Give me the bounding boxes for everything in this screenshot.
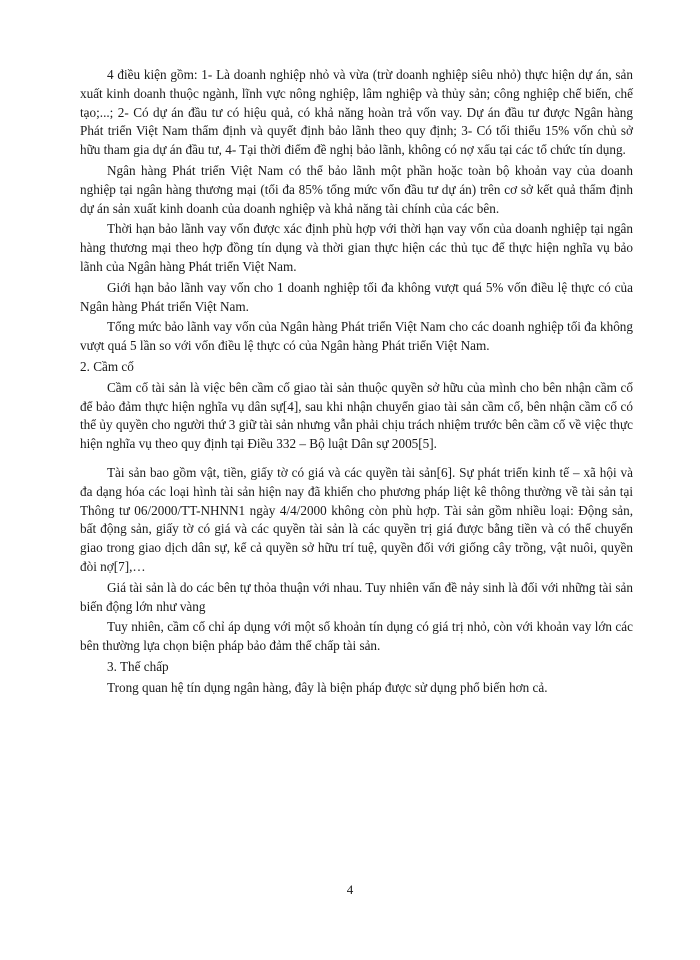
paragraph-guarantee-conditions: 4 điều kiện gồm: 1- Là doanh nghiệp nhỏ và vừa (trừ doanh nghiệp siêu nhỏ) thực hiện dự án, sản xuất kinh doanh thuộc ngành, lĩnh vực nông nghiệp, lâm nghiệp và thủy sản; công nghiệp chế biến, chế tạo;...; 2- Có dự án đầu tư có hiệu quả, có khả năng hoàn trả vốn vay. Dự án đầu tư được Ngân hàng Phát triển Việt Nam thẩm định và quyết định bảo lãnh theo quy định; 3- Có tối thiểu 15% vốn chủ sở hữu tham gia dự án đầu tư, 4- Tại thời điểm đề nghị bảo lãnh, không có nợ xấu tại các tổ chức tín dụng. xyxy=(80,67,633,158)
paragraph-pledge-definition: Cầm cố tài sản là việc bên cầm cố giao tài sản thuộc quyền sở hữu của mình cho bên nhận cầm cố để bảo đảm thực hiện nghĩa vụ dân sự[4], sau khi nhận chuyển giao tài sản cầm cố, bên nhận cầm cố có thể ủy quyền cho người thứ 3 giữ tài sản nhưng vẫn phải chịu trách nhiệm trước bên cầm cố về việc thực hiện nghĩa vụ theo quy định tại Điều 332 – Bộ luật Dân sự 2005[5]. xyxy=(80,379,633,452)
page-number: 4 xyxy=(346,882,354,897)
paragraph-guarantee-scope: Ngân hàng Phát triển Việt Nam có thể bảo lãnh một phần hoặc toàn bộ khoản vay của doanh nghiệp tại ngân hàng thương mại (tối đa 85% tổng mức vốn đầu tư dự án) trên cơ sở kết quả thẩm định dự án sản xuất kinh doanh của doanh nghiệp và khả năng tài chính của các bên. xyxy=(80,162,633,216)
paragraph-pledge-limitation: Tuy nhiên, cầm cố chỉ áp dụng với một số khoản tín dụng có giá trị nhỏ, còn với khoản vay lớn các bên thường lựa chọn biện pháp bảo đảm thế chấp tài sản. xyxy=(80,619,633,654)
document-body xyxy=(80,66,633,700)
section-heading-mortgage: 3. Thế chấp xyxy=(107,658,169,674)
paragraph-mortgage-intro: Trong quan hệ tín dụng ngân hàng, đây là biện pháp được sử dụng phổ biến hơn cả. xyxy=(107,679,548,695)
paragraph-assets: Tài sản bao gồm vật, tiền, giấy tờ có giá và các quyền tài sản[6]. Sự phát triển kinh tế – xã hội và đa dạng hóa các loại hình tài sản hiện nay đã khiến cho phương pháp liệt kê thông thường về tài sản tại Thông tư 06/2000/TT-NHNN1 ngày 4/4/2000 không còn phù hợp. Tài sản gồm nhiều loại: Động sản, bất động sản, giấy tờ có giá và các quyền tài sản là các quyền trị giá được bằng tiền và có thể chuyển giao trong giao dịch dân sự, kể cả quyền sở hữu trí tuệ, quyền đối với giống cây trồng, vật nuôi, quyền đòi nợ[7],… xyxy=(80,464,633,574)
paragraph-guarantee-term: Thời hạn bảo lãnh vay vốn được xác định phù hợp với thời hạn vay vốn của doanh nghiệp tại ngân hàng thương mại theo hợp đồng tín dụng và thời gian thực hiện các thủ tục để thực hiện nghĩa vụ bảo lãnh của Ngân hàng Phát triển Việt Nam. xyxy=(80,221,633,274)
section-heading-pledge: 2. Cầm cố xyxy=(80,358,134,374)
paragraph-guarantee-total: Tổng mức bảo lãnh vay vốn của Ngân hàng Phát triển Việt Nam cho các doanh nghiệp tối đa không vượt quá 5 lần so với vốn điều lệ thực có của Ngân hàng Phát triển Việt Nam. xyxy=(80,319,633,354)
paragraph-guarantee-limit: Giới hạn bảo lãnh vay vốn cho 1 doanh nghiệp tối đa không vượt quá 5% vốn điều lệ thực có của Ngân hàng Phát triển Việt Nam. xyxy=(80,279,633,314)
paragraph-asset-price: Giá tài sản là do các bên tự thỏa thuận với nhau. Tuy nhiên vấn đề nảy sinh là đối với những tài sản biến động lớn như vàng xyxy=(80,579,633,614)
